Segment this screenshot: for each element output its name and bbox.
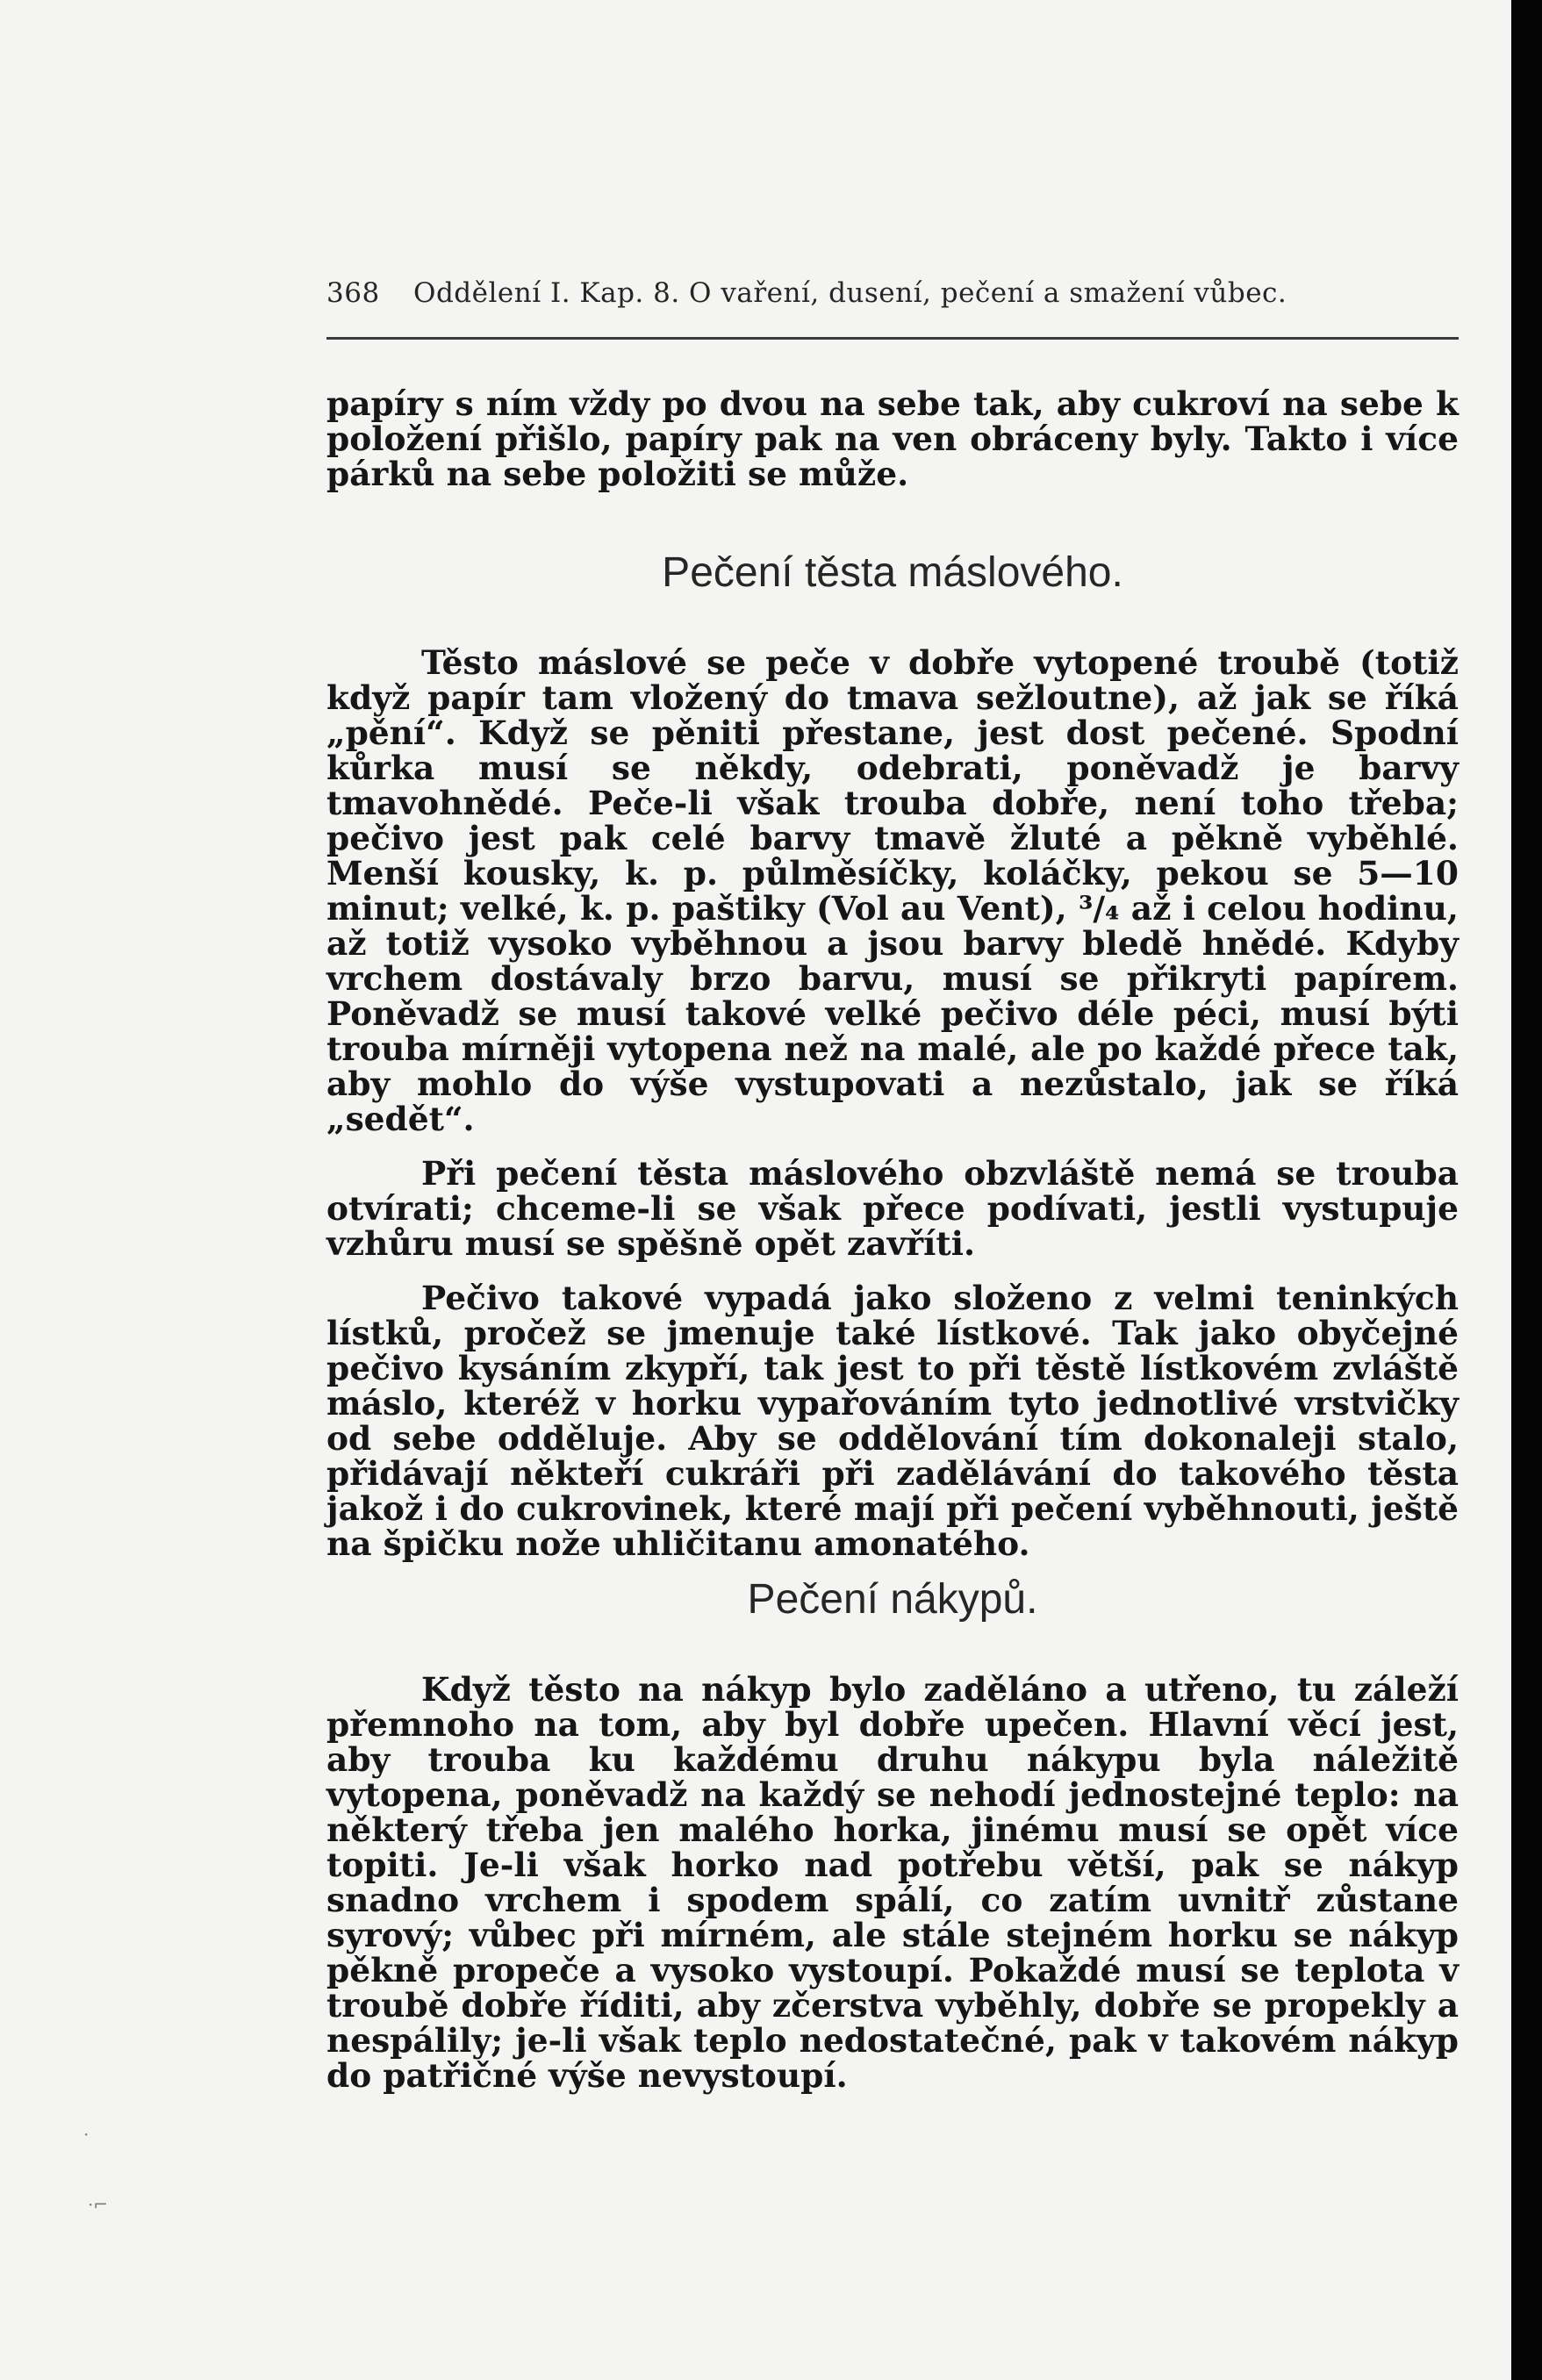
scan-border [1511,0,1542,2380]
running-header [326,277,1459,330]
header-rule [326,337,1459,340]
paragraph: Pečivo takové vypadá jako složeno z velmi teninkých lístků, pročež se jmenuje také lístkové. Tak jako obyčejné pečivo kysáním zkypří, tak jest to při těstě lístkovém zvláště máslo, kteréž v horku vypařováním tyto jednotlivé vrstvičky od sebe odděluje. Aby se oddělování tím dokonaleji stalo, přidávají někteří cukráři při zadělávání do takového těsta jakož i do cukrovinek, které mají při pečení vyběhnouti, ještě na špičku nože uhličitanu amonatého. [326,1279,1459,1563]
running-title: Oddělení I. Kap. 8. O vaření, dusení, pečení a smažení vůbec. [413,277,1287,309]
section-maslove-body [326,645,1459,1561]
intro-paragraph: papíry s ním vždy po dvou na sebe tak, aby cukroví na sebe k položení přišlo, papíry pak na ven obráceny byly. Takto i více párků na sebe položiti se může. [326,384,1459,493]
section-title-maslove: Pečení těsta máslového. [662,549,1123,596]
scan-speck: ·⌐ [88,2194,109,2215]
intro-text [326,386,1459,491]
page-number: 368 [326,277,380,309]
section-title-nakypy: Pečení nákypů. [747,1576,1038,1623]
section-nakypy-body [326,1672,1459,2093]
scan-speck: · [83,2124,90,2145]
paragraph: Při pečení těsta máslového obzvláště nemá se trouba otvírati; chceme-li se však přece podívati, jestli vystupuje vzhůru musí se spěšně opět zavříti. [326,1154,1459,1263]
paragraph: Když těsto na nákyp bylo zaděláno a utřeno, tu záleží přemnoho na tom, aby byl dobře upečen. Hlavní věcí jest, aby trouba ku každému druhu nákypu byla náležitě vytopena, poněvadž na každý se nehodí jednostejné teplo: na některý třeba jen malého horka, jinému musí se opět více topiti. Je-li však horko nad potřebu větší, pak se nákyp snadno vrchem i spodem spálí, co zatím uvnitř zůstane syrový; vůbec při mírném, ale stále stejném horku se nákyp pěkně propeče a vysoko vystoupí. Pokaždé musí se teplota v troubě dobře říditi, aby zčerstva vyběhly, dobře se propekly a nespálily; je-li však teplo nedostatečné, pak v takovém nákyp do patřičné výše nevystoupí. [326,1670,1459,2095]
paragraph: Těsto máslové se peče v dobře vytopené troubě (totiž když papír tam vložený do tmava sežloutne), až jak se říká „pění“. Když se pěniti přestane, jest dost pečené. Spodní kůrka musí se někdy, odebrati, poněvadž je barvy tmavohnědé. Peče-li však trouba dobře, není toho třeba; pečivo jest pak celé barvy tmavě žluté a pěkně vyběhlé. Menší kousky, k. p. půlměsíčky, koláčky, pekou se 5—10 minut; velké, k. p. paštiky (Vol au Vent), ³/₄ až i celou hodinu, až totiž vysoko vyběhnou a jsou barvy bledě hnědé. Kdyby vrchem dostávaly brzo barvu, musí se přikryti papírem. Poněvadž se musí takové velké pečivo déle péci, musí býti trouba mírněji vytopena než na malé, ale po každé přece tak, aby mohlo do výše vystupovati a nezůstalo, jak se říká „sedět“. [326,643,1459,1138]
